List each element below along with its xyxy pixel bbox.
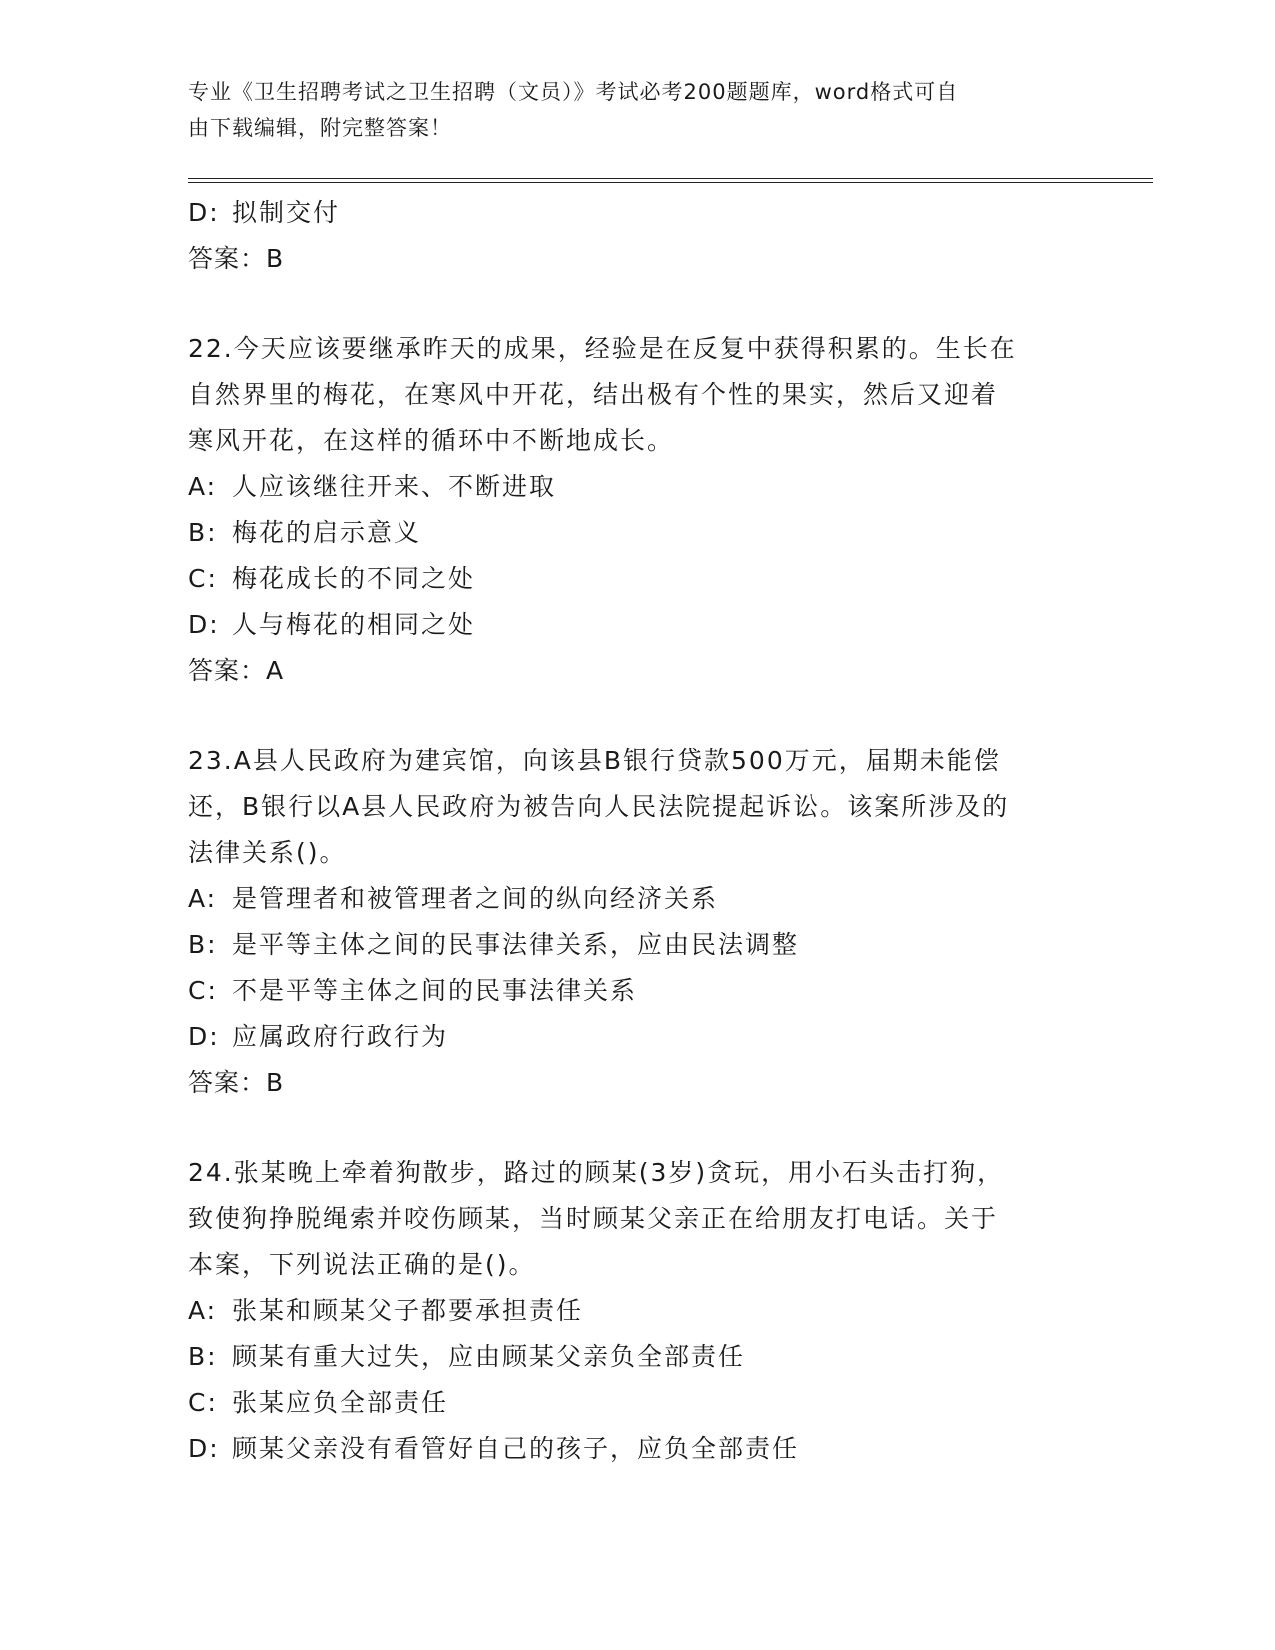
spacer: [188, 1106, 1088, 1150]
option-letter: C:: [188, 564, 218, 593]
option-text: 梅花的启示意义: [232, 518, 422, 547]
option-b: [188, 510, 1088, 556]
header-line-2: 由下载编辑，附完整答案！: [188, 116, 452, 140]
question-22: [188, 326, 1088, 694]
question-stem-line: 还，B银行以A县人民政府为被告向人民法院提起诉讼。该案所涉及的: [188, 792, 1010, 821]
answer-line: 答案：B: [188, 244, 285, 273]
header-divider: [188, 178, 1153, 183]
option-letter: B:: [188, 930, 218, 959]
option-text: 拟制交付: [232, 198, 341, 227]
question-stem-line: 寒风开花，在这样的循环中不断地成长。: [188, 426, 675, 455]
option-text: 人应该继往开来、不断进取: [232, 472, 557, 501]
option-text: 是管理者和被管理者之间的纵向经济关系: [232, 884, 719, 913]
question-stem-line: 23.A县人民政府为建宾馆，向该县B银行贷款500万元，届期未能偿: [188, 746, 1001, 775]
option-c: [188, 556, 1088, 602]
option-letter: A:: [188, 1296, 218, 1325]
option-letter: B:: [188, 518, 218, 547]
option-text: 不是平等主体之间的民事法律关系: [232, 976, 638, 1005]
option-letter: A:: [188, 884, 218, 913]
question-stem-line: 致使狗挣脱绳索并咬伤顾某，当时顾某父亲正在给朋友打电话。关于: [188, 1204, 999, 1233]
option-a: [188, 876, 1088, 922]
option-text: 顾某父亲没有看管好自己的孩子，应负全部责任: [232, 1434, 800, 1463]
option-text: 梅花成长的不同之处: [232, 564, 476, 593]
option-text: 人与梅花的相同之处: [232, 610, 476, 639]
spacer: [188, 694, 1088, 738]
option-c: [188, 968, 1088, 1014]
option-letter: D:: [188, 198, 220, 227]
answer-line: 答案：B: [188, 1068, 285, 1097]
option-letter: A:: [188, 472, 218, 501]
header-line-1: 专业《卫生招聘考试之卫生招聘（文员）》考试必考200题题库，word格式可自: [188, 80, 959, 104]
question-stem-line: 法律关系()。: [188, 838, 347, 867]
option-letter: D:: [188, 1434, 220, 1463]
option-d: [188, 1426, 1088, 1472]
option-text: 应属政府行政行为: [232, 1022, 449, 1051]
option-letter: C:: [188, 1388, 218, 1417]
option-letter: B:: [188, 1342, 218, 1371]
option-d: [188, 1014, 1088, 1060]
option-b: [188, 922, 1088, 968]
question-stem-line: 22.今天应该要继承昨天的成果，经验是在反复中获得积累的。生长在: [188, 334, 1017, 363]
option-letter: D:: [188, 610, 220, 639]
question-stem-line: 24.张某晚上牵着狗散步，路过的顾某(3岁)贪玩，用小石头击打狗，: [188, 1158, 1005, 1187]
page-header: [188, 74, 1068, 146]
question-24: [188, 1150, 1088, 1472]
option-text: 张某和顾某父子都要承担责任: [232, 1296, 584, 1325]
option-c: [188, 1380, 1088, 1426]
option-a: [188, 464, 1088, 510]
option-b: [188, 1334, 1088, 1380]
option-text: 是平等主体之间的民事法律关系，应由民法调整: [232, 930, 800, 959]
option-a: [188, 1288, 1088, 1334]
option-letter: C:: [188, 976, 218, 1005]
question-stem-line: 自然界里的梅花，在寒风中开花，结出极有个性的果实，然后又迎着: [188, 380, 999, 409]
spacer: [188, 282, 1088, 326]
question-23: [188, 738, 1088, 1106]
option-letter: D:: [188, 1022, 220, 1051]
option-d: [188, 190, 1088, 236]
option-text: 张某应负全部责任: [232, 1388, 449, 1417]
option-text: 顾某有重大过失，应由顾某父亲负全部责任: [232, 1342, 746, 1371]
answer-line: 答案：A: [188, 656, 285, 685]
question-stem-line: 本案，下列说法正确的是()。: [188, 1250, 536, 1279]
option-d: [188, 602, 1088, 648]
document-body: [188, 190, 1088, 1472]
